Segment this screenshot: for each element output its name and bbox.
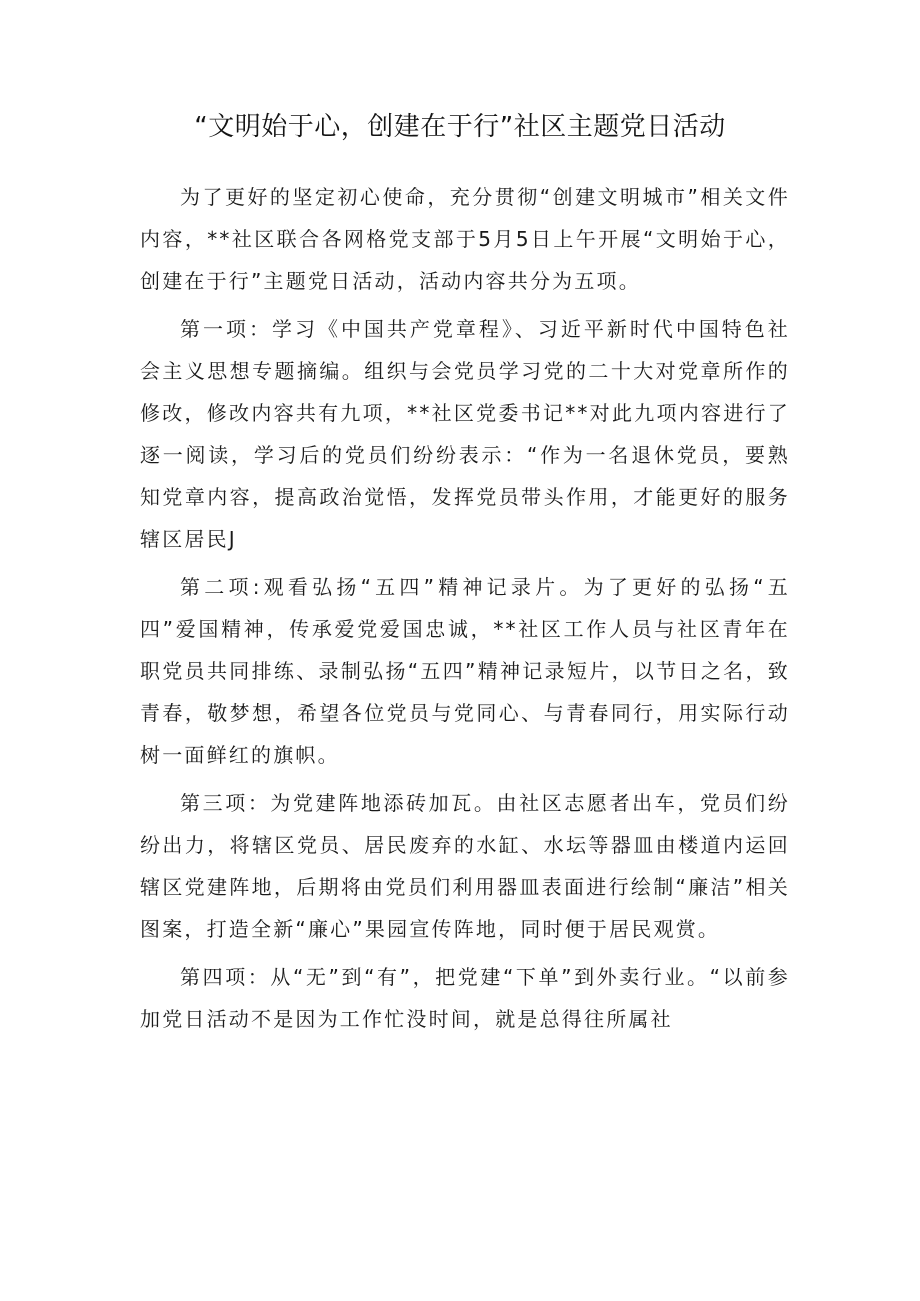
paragraph-intro: 为了更好的坚定初心使命，充分贯彻“创建文明城市”相关文件内容，**社区联合各网格党支部于5月5日上午开展“文明始于心，创建在于行”主题党日活动，活动内容共分为五项。 (140, 185, 790, 293)
document-title: “文明始于心，创建在于行”社区主题党日活动 (194, 112, 726, 142)
paragraph-item-3: 第三项：为党建阵地添砖加瓦。由社区志愿者出车，党员们纷纷出力，将辖区党员、居民废弃的水缸、水坛等器皿由楼道内运回辖区党建阵地，后期将由党员们利用器皿表面进行绘制“廉洁”相关图案，打造全新“廉心”果园宣传阵地，同时便于居民观赏。 (140, 791, 790, 941)
paragraph-item-2: 第二项:观看弘扬“五四”精神记录片。为了更好的弘扬“五四”爱国精神，传承爱党爱国忠诚，**社区工作人员与社区青年在职党员共同排练、录制弘扬“五四”精神记录短片，以节日之名，致青春，敬梦想，希望各位党员与党同心、与青春同行，用实际行动树一面鲜红的旗帜。 (140, 575, 790, 767)
paragraph-item-4: 第四项：从“无”到“有”，把党建“下单”到外卖行业。“以前参加党日活动不是因为工作忙没时间，就是总得往所属社 (140, 965, 790, 1031)
document-body (140, 176, 790, 1046)
paragraph-item-1: 第一项：学习《中国共产党章程》、习近平新时代中国特色社会主义思想专题摘编。组织与会党员学习党的二十大对党章所作的修改，修改内容共有九项，**社区党委书记**对此九项内容进行了逐一阅读，学习后的党员们纷纷表示：“作为一名退休党员，要熟知党章内容，提高政治觉悟，发挥党员带头作用，才能更好的服务辖区居民J (140, 317, 790, 551)
